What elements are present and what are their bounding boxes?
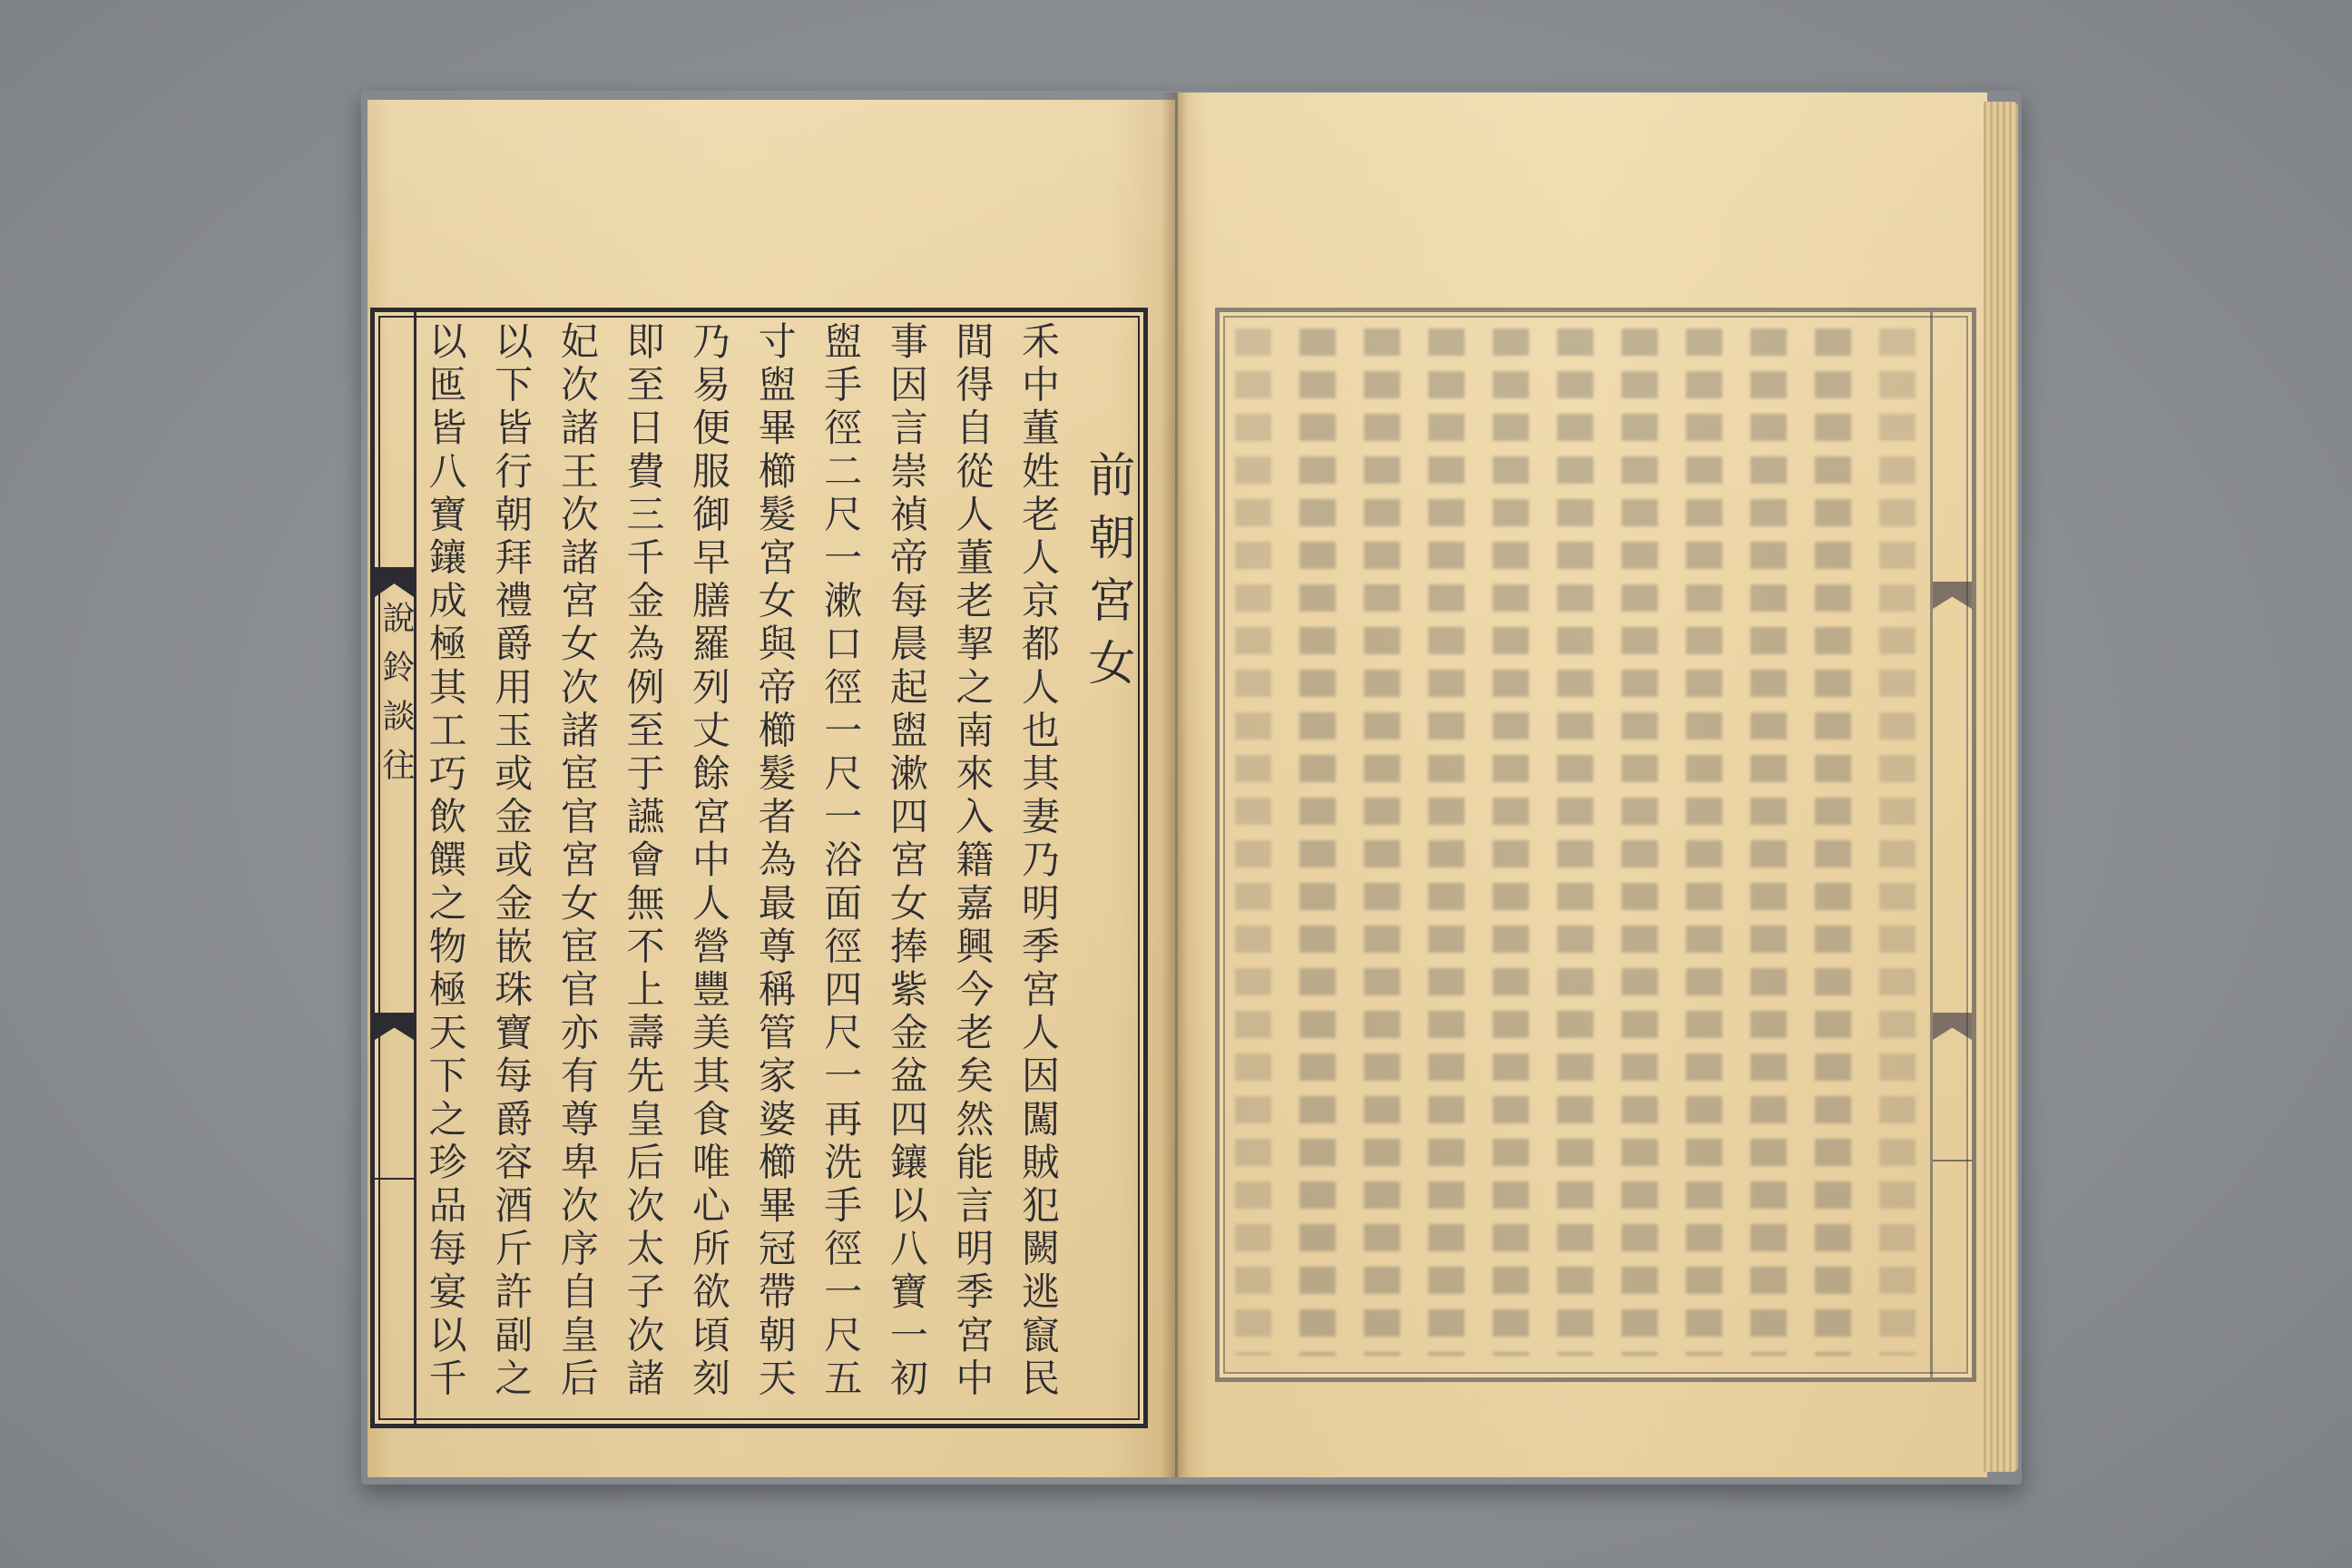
right-page xyxy=(1178,93,1987,1477)
offset-ink-column xyxy=(1801,312,1866,1377)
offset-ink-column xyxy=(1544,312,1608,1377)
text-column: 盥手徑二尺一漱口徑一尺一浴面徑四尺一再洗手徑一尺五 xyxy=(818,321,864,1401)
offset-ink-column xyxy=(1737,312,1801,1377)
fold-book-title: 說鈴談往 xyxy=(377,601,415,797)
right-page-border-frame xyxy=(1215,308,1976,1382)
offset-ink-column xyxy=(1221,312,1286,1377)
text-column: 以匜皆八寶鑲成極其工巧飲饌之物極天下之珍品每宴以千 xyxy=(423,321,468,1401)
lower-fish-tail-mark xyxy=(375,1013,414,1040)
fold-strip-rule xyxy=(375,1178,414,1180)
left-page xyxy=(368,100,1175,1477)
page-edge-stack xyxy=(1984,102,2018,1472)
offset-ink-column xyxy=(1608,312,1672,1377)
left-fold-strip xyxy=(375,312,416,1424)
left-page-border-frame xyxy=(370,308,1148,1428)
section-heading: 前朝宮女 xyxy=(1080,450,1134,701)
center-fold-shadow xyxy=(1161,93,1189,1477)
offset-ink-column xyxy=(1672,312,1737,1377)
text-column: 乃易便服御早膳羅列丈餘宮中人營豐美其食唯心所欲頃刻 xyxy=(687,321,732,1401)
text-columns xyxy=(412,312,1143,1424)
fold-strip-rule xyxy=(1933,1160,1972,1161)
upper-fish-tail-mark xyxy=(1933,582,1972,609)
offset-ink-column xyxy=(1350,312,1415,1377)
faint-offset-text xyxy=(1221,312,1930,1377)
text-column: 寸盥畢櫛髮宮女與帝櫛髮者為最尊稱管家婆櫛畢冠帶朝天 xyxy=(752,321,798,1401)
text-column: 事因言崇禎帝每晨起盥漱四宮女捧紫金盆四鑲以八寶一初 xyxy=(884,321,929,1401)
right-fold-strip xyxy=(1930,312,1972,1377)
text-column: 妃次諸王次諸宮女次諸宦官宮女宦官亦有尊卑次序自皇后 xyxy=(554,321,600,1401)
offset-ink-column xyxy=(1479,312,1544,1377)
upper-fish-tail-mark xyxy=(375,567,414,597)
text-column: 禾中董姓老人京都人也其妻乃明季宮人因闖賊犯闕逃竄民 xyxy=(1016,321,1061,1401)
text-column: 間得自從人董老挈之南來入籍嘉興今老矣然能言明季宮中 xyxy=(950,321,995,1401)
offset-ink-column xyxy=(1286,312,1350,1377)
offset-ink-column xyxy=(1415,312,1479,1377)
text-column: 以下皆行朝拜禮爵用玉或金或金嵌珠寶每爵容酒斤許副之 xyxy=(489,321,534,1401)
text-column: 即至日費三千金為例至于讌會無不上壽先皇后次太子次諸 xyxy=(621,321,666,1401)
lower-fish-tail-mark xyxy=(1933,1013,1972,1040)
offset-ink-column xyxy=(1866,312,1930,1377)
